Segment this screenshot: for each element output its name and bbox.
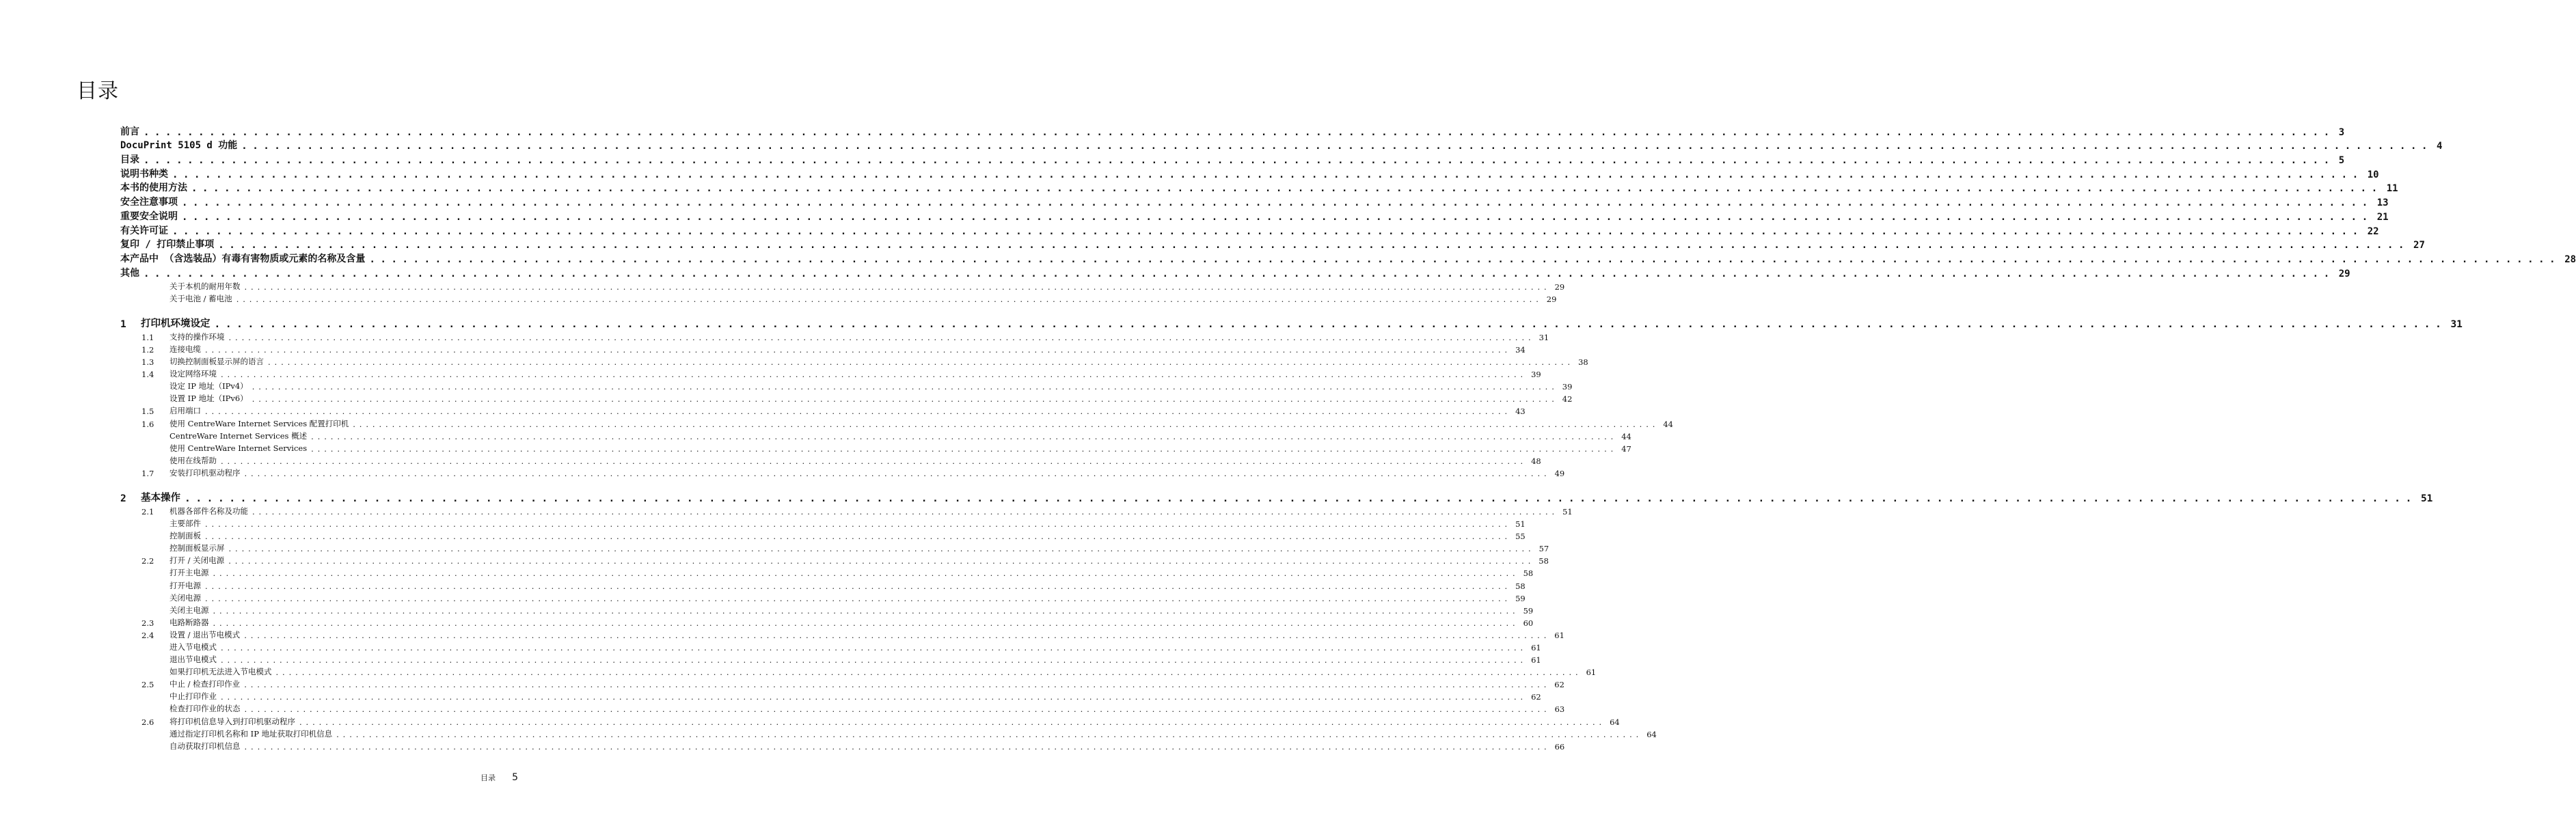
- toc-entry-page: 47: [1621, 443, 1631, 454]
- toc-leader-dots: ........................................................................................................................................................................................................: [144, 268, 2335, 279]
- toc-chapter-entry[interactable]: [120, 315, 2463, 330]
- toc-leader-dots: ........................................................................................................................................................................................................: [369, 253, 2561, 265]
- toc-entry-label: DocuPrint 5105 d 功能: [120, 140, 238, 152]
- toc-entry-label: 检查打印作业的状态: [170, 704, 241, 714]
- toc-leader-dots: ........................................................................................................................................................................................................: [221, 456, 1528, 466]
- toc-entry-number: 2.6: [141, 717, 154, 727]
- toc-entry-page: 62: [1531, 692, 1541, 702]
- toc-entry[interactable]: [120, 391, 1573, 404]
- toc-entry[interactable]: [120, 404, 1526, 417]
- toc-entry[interactable]: [120, 616, 1534, 628]
- toc-leader-dots: ........................................................................................................................................................................................................: [182, 211, 2373, 223]
- toc-leader-dots: ........................................................................................................................................................................................................: [244, 704, 1551, 715]
- toc-entry-label: 退出节电模式: [170, 655, 217, 665]
- toc-leader-dots: ........................................................................................................................................................................................................: [191, 183, 2383, 195]
- toc-entry-label: 将打印机信息导入到打印机驱动程序: [170, 716, 295, 726]
- page-footer: [480, 772, 518, 783]
- toc-entry[interactable]: [120, 152, 2345, 167]
- section-gap: [120, 304, 518, 315]
- toc-entry-page: 21: [2376, 211, 2389, 223]
- toc-leader-dots: ........................................................................................................................................................................................................: [244, 468, 1551, 478]
- toc-entry-number: 1.7: [141, 468, 154, 478]
- toc-leader-dots: ........................................................................................................................................................................................................: [205, 593, 1512, 603]
- toc-leader-dots: ........................................................................................................................................................................................................: [221, 370, 1528, 380]
- toc-entry[interactable]: [120, 591, 1526, 603]
- toc-entry-label: 电路断路器: [170, 617, 209, 627]
- toc-entry-page: 63: [1554, 704, 1565, 715]
- toc-entry-label: 中止打印作业: [170, 691, 217, 702]
- toc-entry[interactable]: [120, 739, 1565, 752]
- toc-entry-label: 打开主电源: [170, 568, 209, 578]
- toc-entry-page: 57: [1538, 544, 1549, 554]
- toc-entry-page: 51: [1562, 506, 1573, 517]
- toc-entry-label: 使用 CentreWare Internet Services: [170, 443, 308, 453]
- toc-entry-number: 2.3: [141, 618, 154, 628]
- toc-entry[interactable]: [120, 702, 1565, 715]
- toc-entry[interactable]: [120, 342, 1526, 355]
- toc-entry[interactable]: [120, 138, 2443, 152]
- toc-entry-label: 进入节电模式: [170, 642, 217, 652]
- toc-entry[interactable]: [120, 208, 2389, 223]
- toc-entry[interactable]: [120, 714, 1620, 727]
- toc-entry[interactable]: [120, 689, 1541, 702]
- toc-entry-page: 29: [2338, 268, 2350, 279]
- toc-leader-dots: ........................................................................................................................................................................................................: [205, 581, 1512, 591]
- toc-entry-page: 31: [1538, 332, 1549, 342]
- toc-entry-label: 打开 / 关闭电源: [170, 555, 225, 566]
- toc-entry-page: 55: [1515, 532, 1526, 542]
- toc-leader-dots: ........................................................................................................................................................................................................: [172, 225, 2363, 237]
- toc-entry[interactable]: [120, 180, 2398, 195]
- toc-entry-page: 3: [2338, 126, 2345, 138]
- toc-leader-dots: ........................................................................................................................................................................................................: [218, 240, 2410, 251]
- toc-entry[interactable]: [120, 466, 1565, 478]
- toc-entry-page: 27: [2413, 240, 2425, 251]
- toc-chapter-entry[interactable]: [120, 489, 2433, 504]
- toc-entry-label: 控制面板显示屏: [170, 543, 225, 553]
- toc-leader-dots: ........................................................................................................................................................................................................: [172, 169, 2363, 180]
- toc-entry-page: 29: [1554, 281, 1565, 292]
- toc-entry[interactable]: [120, 541, 1549, 554]
- toc-entry-page: 64: [1610, 717, 1620, 727]
- toc-entry[interactable]: [120, 124, 2345, 138]
- toc-leader-dots: ........................................................................................................................................................................................................: [236, 294, 1543, 304]
- toc-entry[interactable]: [120, 640, 1541, 652]
- toc-entry-label: 设定网络环境: [170, 369, 217, 379]
- toc-entry-page: 13: [2376, 197, 2389, 209]
- toc-leader-dots: ........................................................................................................................................................................................................: [144, 155, 2335, 167]
- toc-entry-page: 66: [1554, 741, 1565, 752]
- toc-leader-dots: ........................................................................................................................................................................................................: [221, 692, 1528, 702]
- toc-entry-page: 4: [2437, 141, 2443, 152]
- toc-entry[interactable]: [120, 251, 2576, 265]
- toc-entry-page: 44: [1621, 431, 1631, 441]
- toc-entry-label: 打开电源: [170, 580, 201, 590]
- toc-entry-label: 有关许可证: [120, 225, 168, 236]
- toc-entry-page: 29: [1546, 294, 1557, 304]
- toc-entry-number: 1.4: [141, 370, 154, 380]
- toc-entry[interactable]: [120, 237, 2425, 251]
- toc-entry-label: 关闭电源: [170, 592, 201, 603]
- toc-entry-page: 5: [2338, 155, 2345, 167]
- toc-entry-page: 43: [1515, 407, 1526, 417]
- toc-leader-dots: ........................................................................................................................................................................................................: [311, 443, 1618, 454]
- toc-entry-page: 61: [1531, 655, 1541, 665]
- toc-entry[interactable]: [120, 292, 1557, 304]
- toc-entry-label: 设定 IP 地址（IPv4）: [170, 381, 248, 391]
- toc-entry-number: 2.4: [141, 630, 154, 640]
- toc-entry-number: 1.3: [141, 357, 154, 368]
- toc-leader-dots: ........................................................................................................................................................................................................: [221, 643, 1528, 652]
- toc-entry-page: 28: [2564, 253, 2576, 265]
- toc-entry[interactable]: [120, 379, 1573, 392]
- toc-entry-page: 42: [1562, 394, 1573, 404]
- toc-entry-page: 49: [1554, 468, 1565, 478]
- toc-entry-label: 目录: [120, 154, 139, 166]
- toc-entry[interactable]: [120, 454, 1541, 466]
- toc-entry[interactable]: [120, 665, 1597, 678]
- toc-entry[interactable]: [120, 194, 2389, 209]
- table-of-contents: [120, 124, 2576, 752]
- toc-entry-label: 本书的使用方法: [120, 182, 187, 194]
- toc-entry[interactable]: [120, 727, 1657, 739]
- toc-entry-page: 31: [2450, 318, 2463, 330]
- toc-leader-dots: ........................................................................................................................................................................................................: [214, 318, 2447, 330]
- toc-entry[interactable]: [120, 603, 1534, 616]
- toc-entry[interactable]: [120, 566, 1534, 579]
- toc-leader-dots: ........................................................................................................................................................................................................: [252, 382, 1558, 392]
- toc-leader-dots: ........................................................................................................................................................................................................: [144, 126, 2335, 138]
- toc-leader-dots: ........................................................................................................................................................................................................: [185, 493, 2417, 504]
- toc-entry-label: 使用在线帮助: [170, 455, 217, 465]
- toc-entry[interactable]: [120, 279, 1565, 292]
- toc-leader-dots: ........................................................................................................................................................................................................: [275, 668, 1582, 678]
- toc-leader-dots: ........................................................................................................................................................................................................: [213, 605, 1519, 616]
- toc-entry-label: 连接电缆: [170, 344, 201, 354]
- toc-entry-page: 44: [1663, 419, 1673, 429]
- toc-entry-label: 支持的操作环境: [170, 331, 225, 342]
- toc-entry-number: 2.1: [141, 506, 154, 517]
- toc-entry-page: 39: [1562, 382, 1573, 392]
- toc-entry-label: 控制面板: [170, 531, 201, 541]
- toc-entry-label: CentreWare Internet Services 概述: [170, 430, 308, 441]
- toc-leader-dots: ........................................................................................................................................................................................................: [182, 197, 2373, 209]
- toc-leader-dots: ........................................................................................................................................................................................................: [205, 519, 1512, 529]
- toc-entry[interactable]: [120, 223, 2379, 237]
- toc-entry-label: 通过指定打印机名称和 IP 地址获取打印机信息: [170, 728, 333, 739]
- toc-entry-page: 61: [1554, 630, 1564, 640]
- toc-entry[interactable]: [120, 265, 2350, 279]
- toc-entry-number: 1.5: [141, 407, 154, 417]
- toc-leader-dots: ........................................................................................................................................................................................................: [252, 506, 1559, 517]
- toc-leader-dots: ........................................................................................................................................................................................................: [244, 680, 1551, 690]
- toc-leader-dots: ........................................................................................................................................................................................................: [228, 544, 1535, 554]
- toc-entry-page: 22: [2367, 225, 2379, 237]
- toc-entry-label: 切换控制面板显示屏的语言: [170, 357, 264, 367]
- footer-section-label: 目录: [480, 773, 496, 782]
- toc-entry-label: 关于电池 / 蓄电池: [170, 293, 232, 303]
- toc-entry[interactable]: [120, 677, 1564, 690]
- toc-entry[interactable]: [120, 416, 1673, 429]
- toc-leader-dots: ........................................................................................................................................................................................................: [228, 332, 1535, 342]
- toc-entry-label: 基本操作: [141, 492, 180, 504]
- toc-entry-label: 关闭主电源: [170, 605, 209, 615]
- toc-entry-page: 59: [1515, 593, 1526, 603]
- toc-leader-dots: ........................................................................................................................................................................................................: [353, 419, 1659, 429]
- toc-entry-page: 62: [1554, 680, 1564, 690]
- toc-entry-label: 关于本机的耐用年数: [170, 281, 241, 291]
- toc-entry[interactable]: [120, 504, 1573, 517]
- toc-entry[interactable]: [120, 517, 1526, 529]
- toc-leader-dots: ........................................................................................................................................................................................................: [252, 394, 1558, 404]
- toc-entry[interactable]: [120, 367, 1541, 380]
- toc-entry-page: 60: [1523, 618, 1534, 628]
- toc-entry-label: 机器各部件名称及功能: [170, 506, 248, 516]
- toc-leader-dots: ........................................................................................................................................................................................................: [244, 741, 1551, 752]
- toc-entry-number: 1.6: [141, 419, 154, 429]
- toc-leader-dots: ........................................................................................................................................................................................................: [221, 655, 1528, 665]
- toc-entry-label: 本产品中 （含选装品）有毒有害物质或元素的名称及含量: [120, 253, 366, 264]
- toc-entry-page: 39: [1531, 370, 1541, 380]
- toc-entry-label: 中止 / 检查打印作业: [170, 679, 241, 689]
- toc-leader-dots: ........................................................................................................................................................................................................: [213, 568, 1519, 579]
- toc-entry[interactable]: [120, 578, 1526, 591]
- toc-leader-dots: ........................................................................................................................................................................................................: [311, 431, 1618, 441]
- toc-leader-dots: ........................................................................................................................................................................................................: [205, 344, 1512, 355]
- section-gap: [120, 478, 518, 489]
- toc-entry-page: 58: [1538, 556, 1549, 566]
- toc-leader-dots: ........................................................................................................................................................................................................: [299, 717, 1606, 727]
- toc-entry-number: 2.2: [141, 556, 154, 566]
- toc-entry-page: 58: [1515, 581, 1526, 591]
- toc-entry-number: 1.2: [141, 344, 154, 355]
- toc-entry-label: 其他: [120, 267, 139, 279]
- toc-entry-page: 48: [1531, 456, 1541, 466]
- toc-entry-label: 复印 / 打印禁止事项: [120, 239, 215, 251]
- toc-entry-number: 1.1: [141, 332, 154, 342]
- toc-leader-dots: ........................................................................................................................................................................................................: [213, 618, 1519, 628]
- toc-leader-dots: ........................................................................................................................................................................................................: [228, 556, 1535, 566]
- toc-entry-label: 说明书种类: [120, 168, 168, 180]
- toc-entry[interactable]: [120, 441, 1631, 454]
- toc-entry-page: 61: [1531, 643, 1541, 652]
- toc-entry-label: 主要部件: [170, 519, 201, 529]
- toc-entry[interactable]: [120, 330, 1549, 342]
- toc-entry-page: 64: [1646, 729, 1657, 739]
- toc-entry-page: 38: [1578, 357, 1588, 368]
- toc-entry-label: 使用 CentreWare Internet Services 配置打印机: [170, 418, 349, 428]
- toc-entry-number: 1: [120, 318, 126, 330]
- toc-entry-page: 11: [2386, 183, 2398, 195]
- toc-entry-label: 打印机环境设定: [141, 318, 211, 329]
- toc-entry-page: 61: [1586, 668, 1597, 678]
- toc-leader-dots: ........................................................................................................................................................................................................: [244, 281, 1551, 292]
- page-title: 目录: [77, 79, 119, 103]
- toc-entry-page: 34: [1515, 344, 1526, 355]
- toc-entry[interactable]: [120, 529, 1526, 542]
- toc-entry-label: 自动获取打印机信息: [170, 741, 241, 751]
- toc-entry-label: 设置 IP 地址（IPv6）: [170, 394, 248, 404]
- toc-leader-dots: ........................................................................................................................................................................................................: [241, 141, 2433, 152]
- toc-entry[interactable]: [120, 553, 1549, 566]
- toc-entry[interactable]: [120, 166, 2379, 180]
- toc-entry-page: 51: [1515, 519, 1526, 529]
- toc-entry-label: 如果打印机无法进入节电模式: [170, 667, 272, 677]
- toc-leader-dots: ........................................................................................................................................................................................................: [205, 407, 1512, 417]
- toc-entry-page: 51: [2420, 493, 2433, 504]
- toc-entry-label: 设置 / 退出节电模式: [170, 629, 241, 639]
- toc-leader-dots: ........................................................................................................................................................................................................: [336, 729, 1643, 739]
- toc-leader-dots: ........................................................................................................................................................................................................: [205, 532, 1512, 542]
- toc-leader-dots: ........................................................................................................................................................................................................: [268, 357, 1575, 368]
- toc-leader-dots: ........................................................................................................................................................................................................: [244, 630, 1551, 640]
- toc-entry-label: 前言: [120, 126, 139, 137]
- toc-entry-page: 58: [1523, 568, 1534, 579]
- toc-entry[interactable]: [120, 355, 1588, 368]
- toc-entry[interactable]: [120, 628, 1564, 640]
- toc-entry-page: 59: [1523, 605, 1534, 616]
- toc-entry-number: 2: [120, 493, 126, 504]
- toc-entry-label: 安全注意事项: [120, 197, 178, 208]
- toc-entry-label: 启用端口: [170, 406, 201, 416]
- toc-entry-label: 安装打印机驱动程序: [170, 467, 241, 478]
- toc-entry[interactable]: [120, 429, 1631, 441]
- footer-page-number: 5: [512, 772, 518, 783]
- toc-entry-label: 重要安全说明: [120, 210, 178, 222]
- toc-entry-page: 10: [2367, 169, 2379, 180]
- toc-entry-number: 2.5: [141, 680, 154, 690]
- toc-entry[interactable]: [120, 652, 1541, 665]
